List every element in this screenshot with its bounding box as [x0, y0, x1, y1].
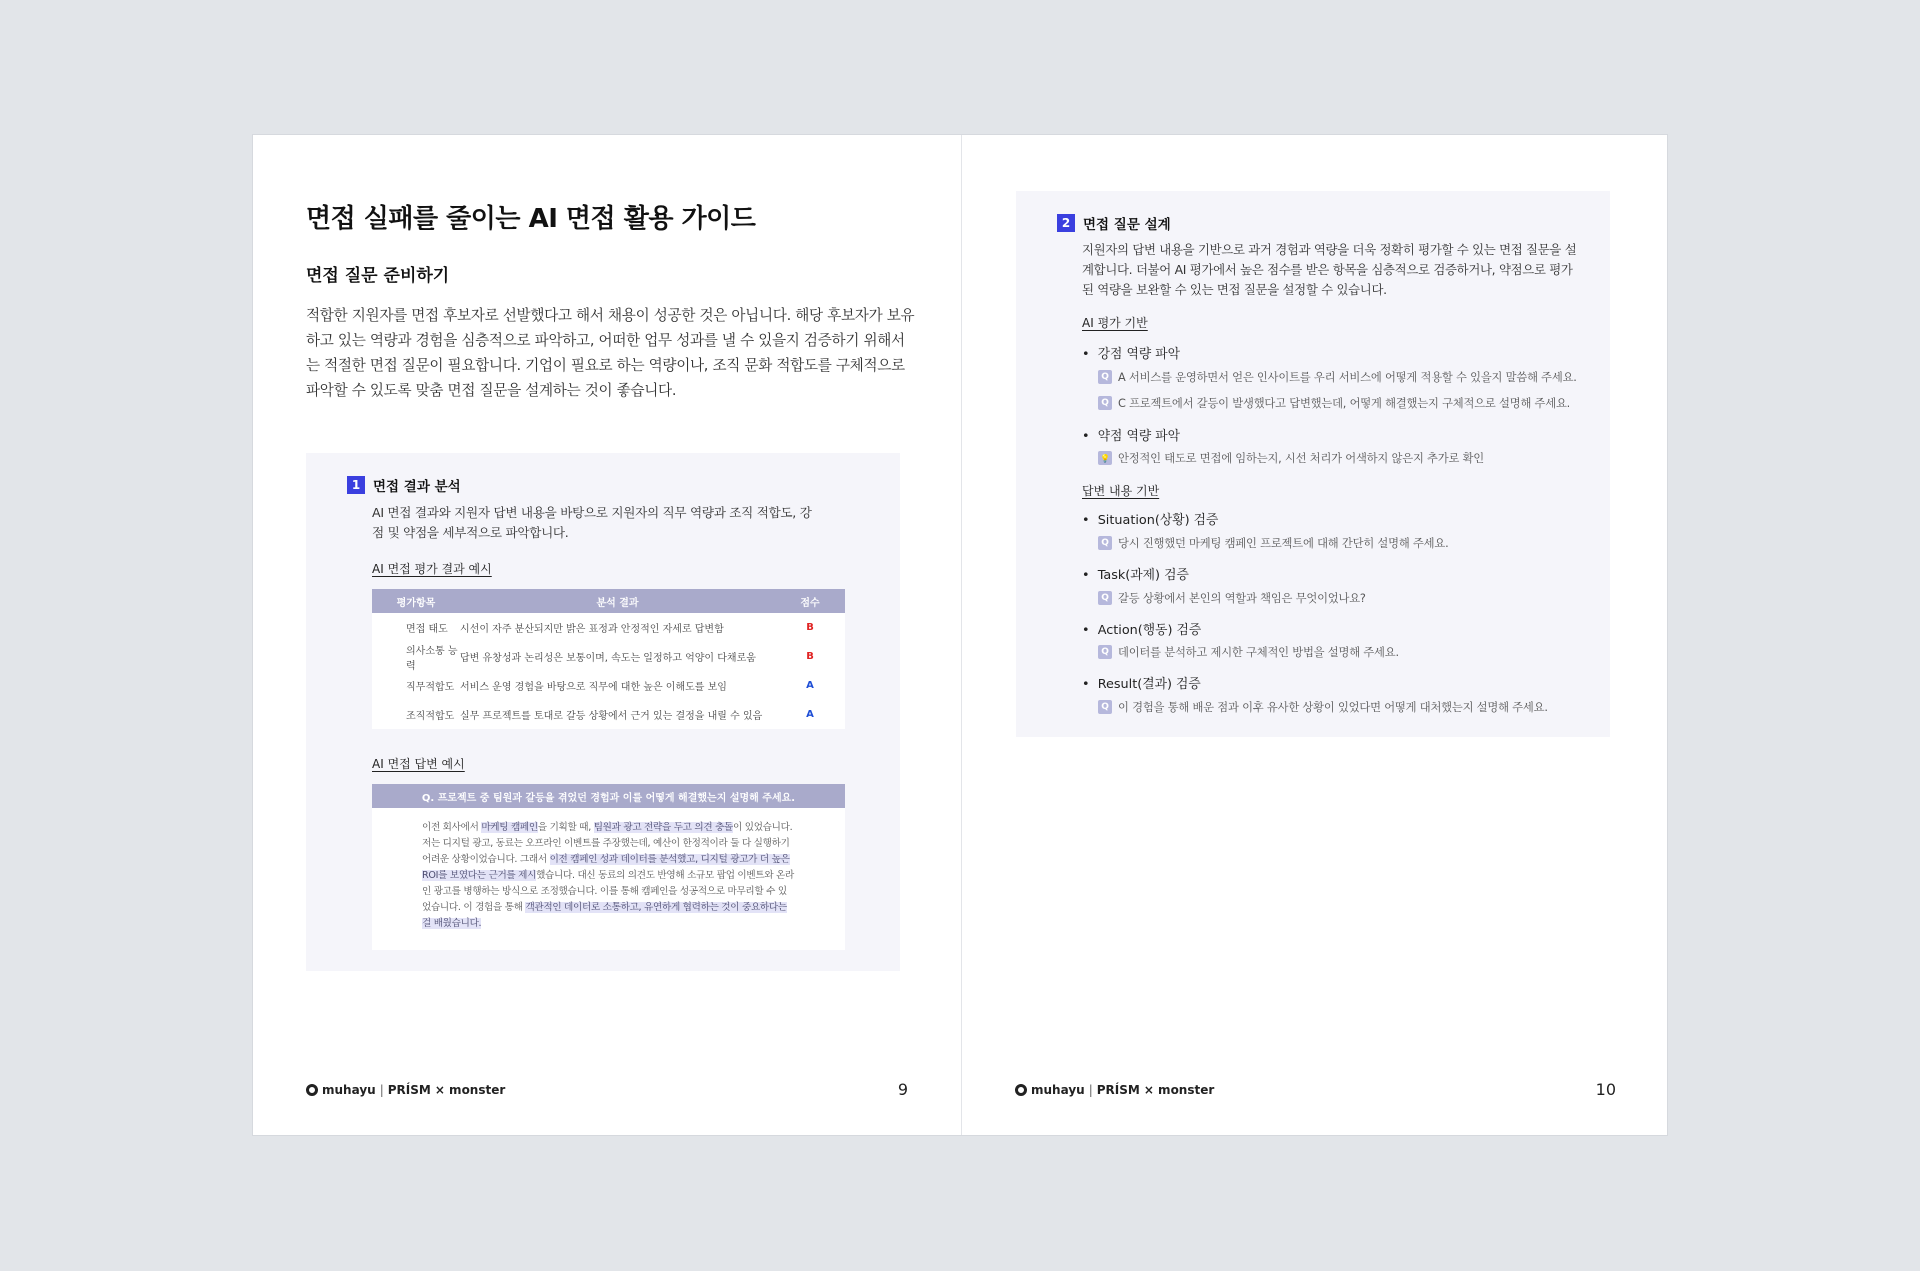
table-cell: 직무적합도	[406, 682, 455, 694]
question-text: 이 경험을 통해 배운 점과 이후 유사한 상황이 있었다면 어떻게 대처했는지 설명해 주세요.	[1118, 701, 1548, 714]
answer-highlight: 팀원과 광고 전략을 두고 의견 충돌	[593, 822, 734, 833]
logo-text: muhayu	[322, 1083, 376, 1097]
question-item	[1098, 369, 1577, 385]
table-header: 점수	[775, 589, 845, 613]
section-header	[1057, 213, 1171, 233]
answer-based-label: 답변 내용 기반	[1082, 484, 1160, 498]
question-text: 갈등 상황에서 본인의 역할과 책임은 무엇이었나요?	[1118, 592, 1366, 605]
page-right	[961, 135, 1669, 1135]
section-desc: 지원자의 답변 내용을 기반으로 과거 경험과 역량을 더욱 정확히 평가할 수 있는 면접 질문을 설계합니다. 더불어 AI 평가에서 높은 점수를 받은 항목을 심층적으로 검증하거나, 약점으로 평가된 역량을 보완할 수 있는 면접 질문을 설정할 수 있습니다.	[1082, 242, 1577, 297]
strength-bullet: • 강점 역량 파악	[1082, 347, 1180, 362]
star-title: Result(결과) 검증	[1097, 677, 1201, 692]
section-number: 1	[347, 476, 365, 494]
analysis-box	[306, 453, 900, 971]
strength-title: 강점 역량 파악	[1097, 347, 1180, 362]
answer-text: 이전 회사에서	[422, 822, 482, 833]
question-icon: Q	[1098, 536, 1112, 550]
table-row	[372, 672, 845, 701]
footer-logo	[306, 1083, 505, 1097]
answer-highlight: 객관적인 데이터로 소통하고, 유연하게 협력하는 것이 중요하다는 걸 배웠습니다.	[422, 902, 787, 929]
table-header: 분석 결과	[460, 589, 775, 613]
page-number: 9	[897, 1080, 908, 1099]
score-cell: A	[806, 680, 814, 692]
star-bullet: • Result(결과) 검증	[1082, 677, 1201, 692]
muhayu-logo-icon	[1015, 1084, 1027, 1096]
answer-example-label: AI 면접 답변 예시	[372, 757, 465, 771]
table-cell: 시선이 자주 분산되지만 밝은 표정과 안정적인 자세로 답변함	[460, 623, 724, 635]
logo-text: PRÍSM	[1096, 1083, 1140, 1097]
logo-text: PRÍSM	[387, 1083, 431, 1097]
question-icon: Q	[1098, 396, 1112, 410]
intro-paragraph: 적합한 지원자를 면접 후보자로 선발했다고 해서 채용이 성공한 것은 아닙니다. 해당 후보자가 보유하고 있는 역량과 경험을 심층적으로 파악하고, 어떠한 업무 성과를 낼 수 있을지 검증하기 위해서는 적절한 면접 질문이 필요합니다. 기업이 필요로 하는 역량이나, 조직 문화 적합도를 구체적으로 파악할 수 있도록 맞춤 면접 질문을 설계하는 것이 좋습니다.	[306, 307, 915, 399]
star-bullet: • Action(행동) 검증	[1082, 623, 1202, 638]
muhayu-logo-icon	[306, 1084, 318, 1096]
answer-text: 을 기획할 때,	[537, 822, 594, 833]
section-title: 면접 결과 분석	[373, 479, 461, 495]
section-heading: 면접 질문 준비하기	[306, 266, 450, 286]
score-cell: A	[806, 708, 814, 720]
question-text: C 프로젝트에서 갈등이 발생했다고 답변했는데, 어떻게 해결했는지 구체적으로 설명해 주세요.	[1118, 397, 1571, 410]
section-number: 2	[1057, 214, 1075, 232]
star-bullet: • Situation(상황) 검증	[1082, 513, 1219, 528]
section-header	[347, 475, 461, 495]
answer-text: 했습니다. 대신 동료의 의견도 반영해 소규모 팝업 이벤트와 온라인 광고를 병행하는 방식으로 조정했습니다. 이를 통해 캠페인을 성공적으로 마무리할 수 있었습니다. 이 경험을 통해	[422, 870, 794, 913]
logo-text: × monster	[434, 1083, 506, 1097]
question-text: 당시 진행했던 마케팅 캠페인 프로젝트에 대해 간단히 설명해 주세요.	[1118, 537, 1449, 550]
score-cell: B	[806, 651, 814, 662]
table-row	[372, 700, 845, 729]
document-spread	[252, 134, 1668, 1136]
question-item	[1098, 395, 1570, 411]
question-icon: Q	[1098, 370, 1112, 384]
question-item	[1098, 535, 1448, 551]
tip-text: 안정적인 태도로 면접에 임하는지, 시선 처리가 어색하지 않은지 추가로 확인	[1118, 452, 1485, 465]
tip-item	[1098, 450, 1484, 466]
answer-text: 이 있었습니다. 저는 디지털 광고, 동료는 오프라인 이벤트를 주장했는데, 예산이 한정적이라 둘 다 실행하기 어려운 상황이었습니다. 그래서	[422, 822, 793, 865]
score-cell: B	[806, 621, 814, 633]
answer-box	[372, 808, 845, 950]
question-icon: Q	[1098, 591, 1112, 605]
table-cell: 실무 프로젝트를 토대로 갈등 상황에서 근거 있는 결정을 내릴 수 있음	[460, 710, 763, 722]
page-left	[253, 135, 961, 1135]
weakness-title: 약점 역량 파악	[1097, 429, 1180, 444]
star-title: Situation(상황) 검증	[1097, 513, 1219, 528]
weakness-bullet: • 약점 역량 파악	[1082, 429, 1180, 444]
section-desc: AI 면접 결과와 지원자 답변 내용을 바탕으로 지원자의 직무 역량과 조직 적합도, 강점 및 약점을 세부적으로 파악합니다.	[372, 505, 812, 540]
question-icon: Q	[1098, 700, 1112, 714]
table-cell: 답변 유창성과 논리성은 보통이며, 속도는 일정하고 억양이 다채로움	[460, 653, 756, 664]
logo-text: muhayu	[1031, 1083, 1085, 1097]
lightbulb-icon: 💡	[1098, 451, 1112, 465]
table-cell: 서비스 운영 경험을 바탕으로 직무에 대한 높은 이해도를 보임	[460, 682, 727, 694]
table-cell: 조직적합도	[406, 710, 455, 722]
table-row	[372, 613, 845, 642]
eval-table	[372, 589, 845, 729]
answer-highlight: 이전 캠페인 성과 데이터를 분석했고, 디지털 광고가 더 높은 ROI를 보였다는 근거를 제시	[422, 854, 790, 881]
question-item	[1098, 699, 1548, 715]
table-header-row	[372, 589, 845, 613]
question-item	[1098, 590, 1366, 606]
question-icon: Q	[1098, 645, 1112, 659]
question-bar: Q. 프로젝트 중 팀원과 갈등을 겪었던 경험과 이를 어떻게 해결했는지 설명해 주세요.	[372, 784, 845, 808]
page-title: 면접 실패를 줄이는 AI 면접 활용 가이드	[306, 204, 756, 234]
table-header: 평가항목	[372, 589, 460, 613]
table-row	[372, 642, 845, 672]
question-text: 데이터를 분석하고 제시한 구체적인 방법을 설명해 주세요.	[1118, 646, 1399, 659]
star-bullet: • Task(과제) 검증	[1082, 568, 1189, 583]
section-title: 면접 질문 설계	[1083, 217, 1171, 233]
logo-text: × monster	[1143, 1083, 1215, 1097]
table-cell: 의사소통 능력	[406, 645, 458, 672]
page-number: 10	[1595, 1080, 1616, 1099]
ai-based-label: AI 평가 기반	[1082, 316, 1148, 330]
question-item	[1098, 644, 1399, 660]
eval-example-label: AI 면접 평가 결과 예시	[372, 562, 492, 576]
footer-logo	[1015, 1083, 1214, 1097]
table-cell: 면접 태도	[406, 623, 448, 635]
question-design-box	[1016, 191, 1610, 737]
logo-divider: |	[1088, 1083, 1093, 1097]
star-title: Task(과제) 검증	[1097, 568, 1189, 583]
question-text: A 서비스를 운영하면서 얻은 인사이트를 우리 서비스에 어떻게 적용할 수 있을지 말씀해 주세요.	[1118, 371, 1577, 384]
answer-highlight: 마케팅 캠페인	[481, 822, 538, 833]
star-title: Action(행동) 검증	[1097, 623, 1202, 638]
logo-divider: |	[379, 1083, 384, 1097]
